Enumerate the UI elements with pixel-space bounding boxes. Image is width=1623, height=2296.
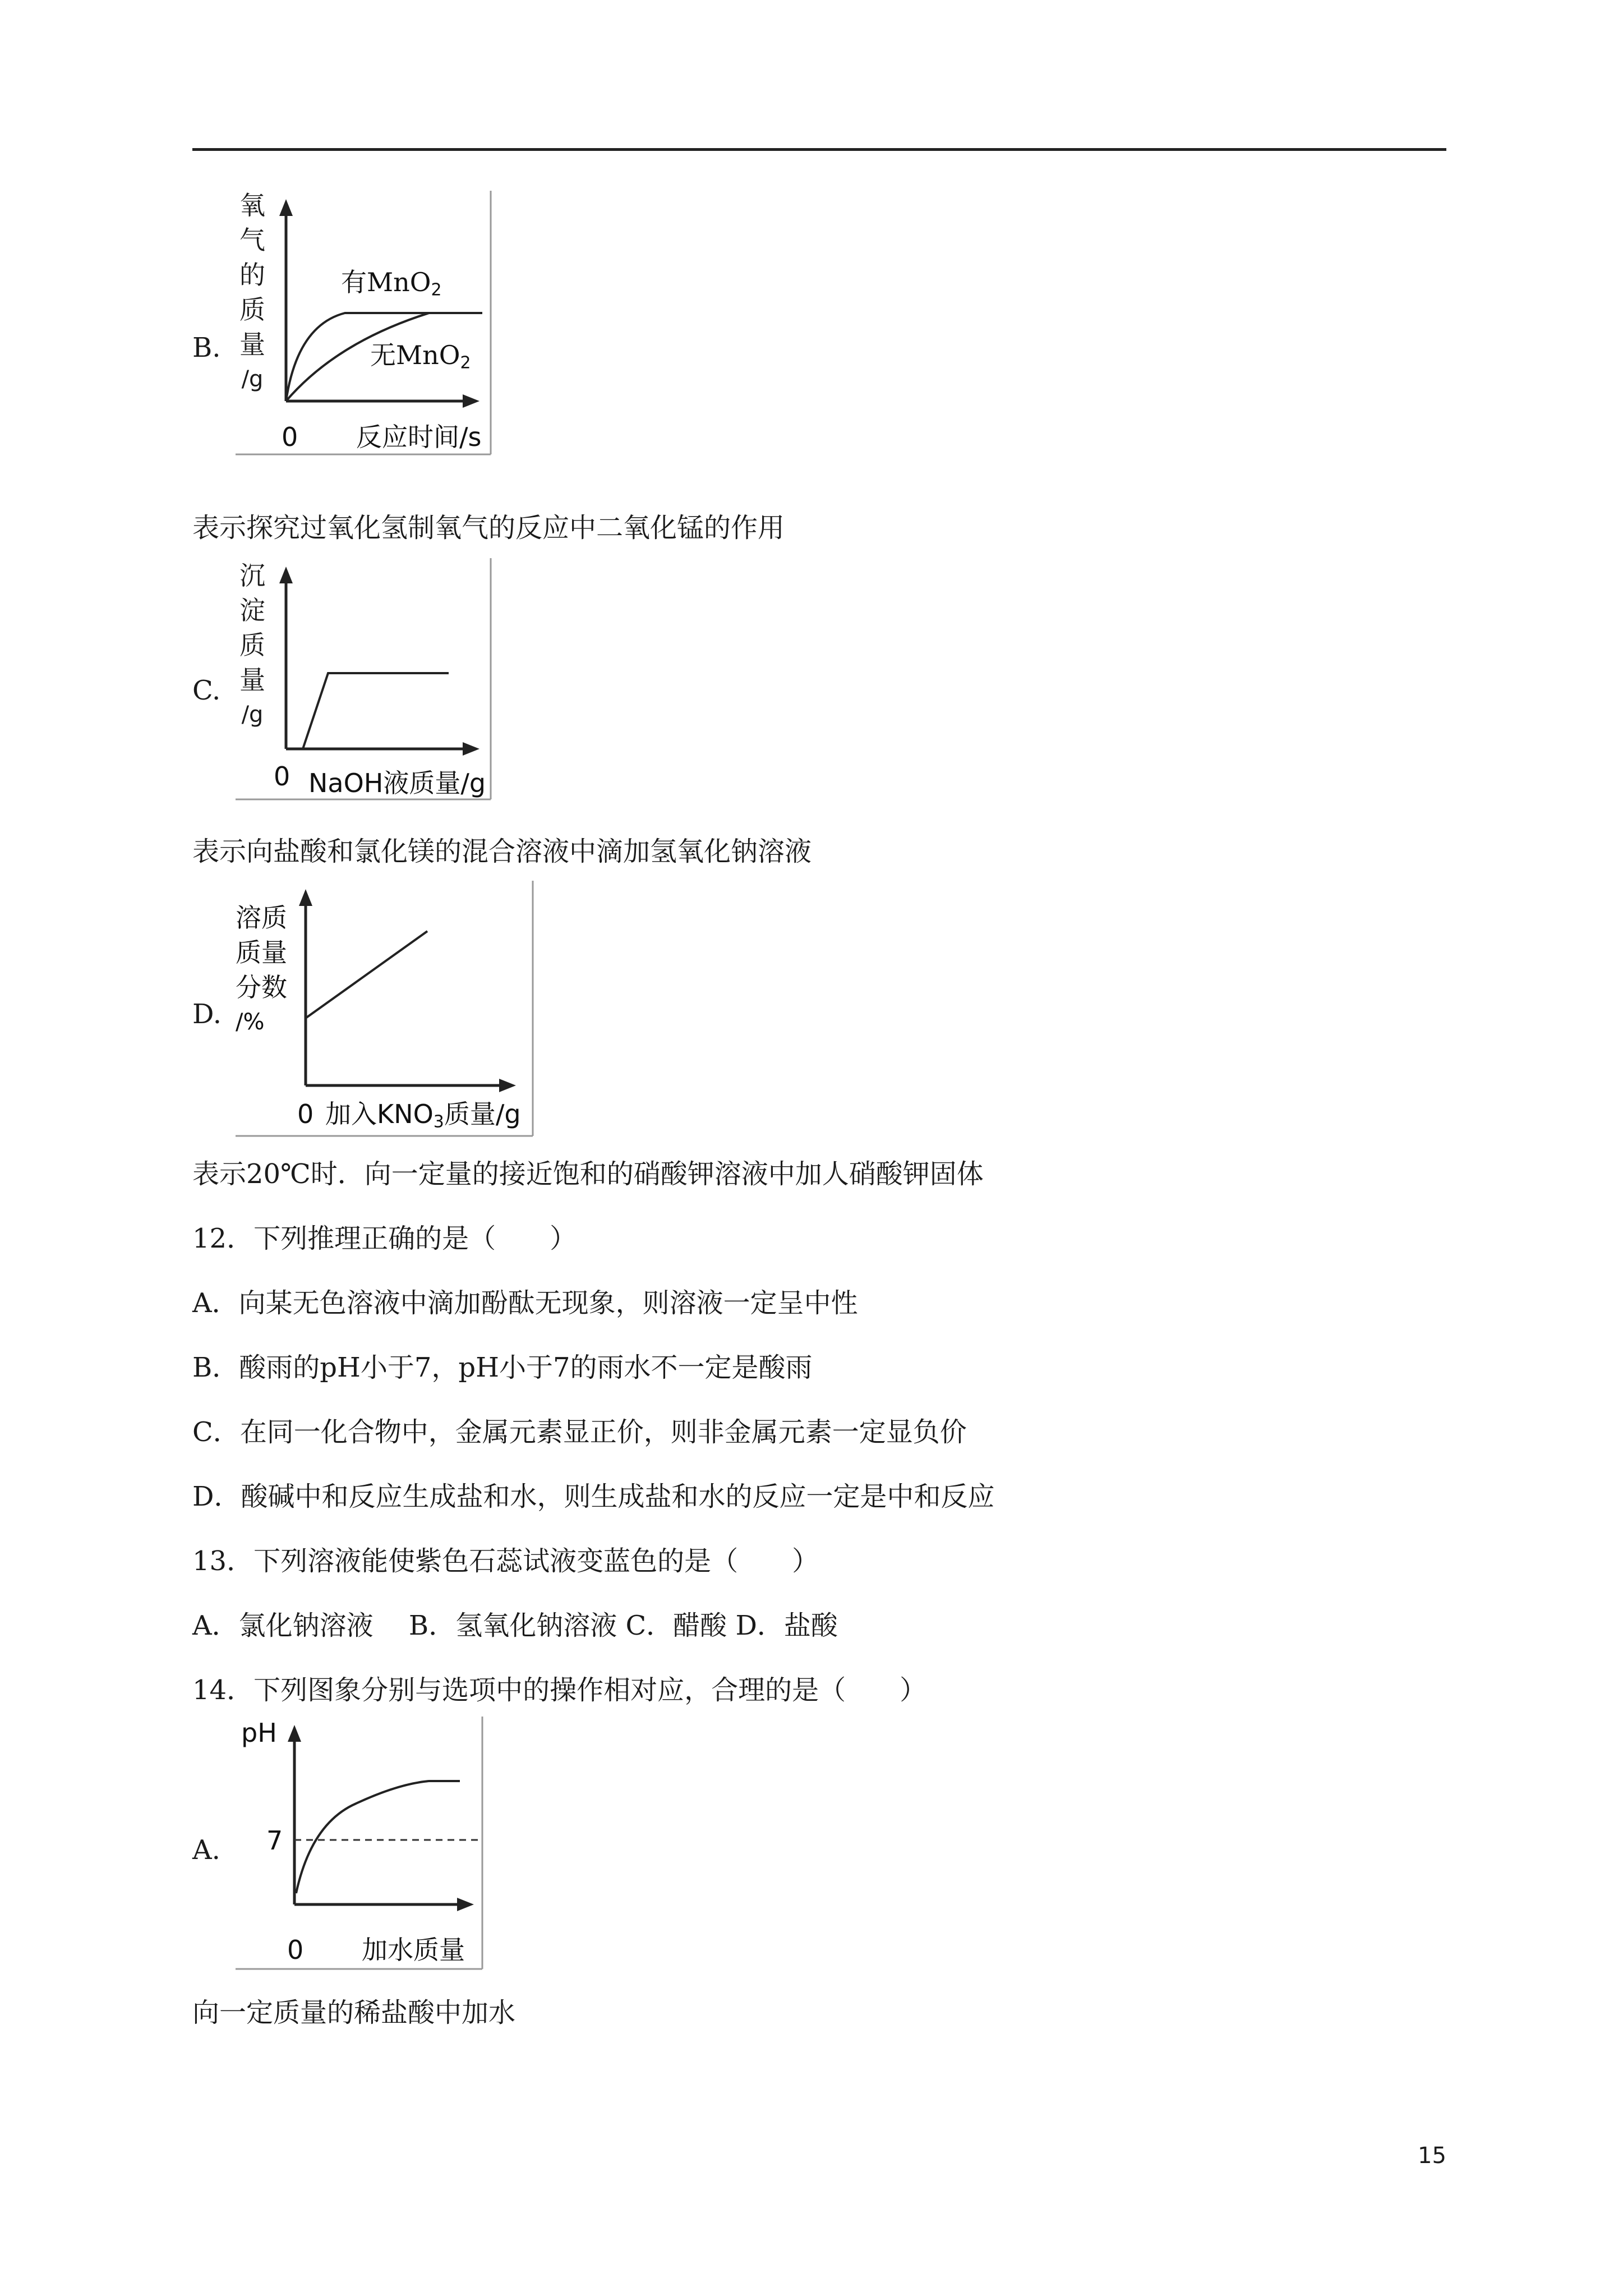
precipitate-curve [303,673,449,749]
q14-a-origin: 0 [287,1935,304,1965]
option-c-chart [236,558,505,805]
q12-option-a: A．向某无色溶液中滴加酚酞无现象，则溶液一定呈中性 [192,1287,858,1319]
q14-option-a-letter: A. [192,1834,220,1866]
option-c-caption: 表示向盐酸和氯化镁的混合溶液中滴加氢氧化钠溶液 [192,836,812,867]
q14-a-xlabel: 加水质量 [362,1935,465,1965]
y-axis-arrow [288,1725,301,1742]
option-c-origin: 0 [274,761,291,792]
option-b-ylabel: 氧 气 的 质 量 /g [239,190,265,392]
header-rule [192,148,1446,151]
option-c-letter: C. [192,675,221,706]
option-b-letter: B. [192,332,221,364]
label-with-mno2: 有MnO$_2$ [341,267,442,300]
x-axis-arrow [463,742,479,756]
option-c-xlabel: NaOH液质量/g [308,768,486,798]
page-number: 15 [1418,2143,1446,2169]
option-d-caption: 表示20℃时．向一定量的接近饱和的硝酸钾溶液中加人硝酸钾固体 [192,1158,984,1190]
option-b-xlabel: 反应时间/s [356,422,482,452]
option-d-origin: 0 [297,1099,314,1129]
x-axis-arrow [457,1898,474,1911]
q12-option-c: C．在同一化合物中，金属元素显正价，则非金属元素一定显负价 [192,1416,967,1448]
y-axis-arrow [279,567,293,583]
y-axis-arrow [279,199,293,216]
option-d-xlabel: 加入$KNO_3$质量/g [325,1099,521,1132]
label-without-mno2: 无MnO$_2$ [370,340,471,373]
q14-a-tick-7: 7 [266,1825,283,1856]
x-axis-arrow [499,1079,516,1092]
ph-curve [296,1781,460,1893]
y-axis-arrow [299,889,312,906]
option-c-ylabel: 沉 淀 质 量 /g [239,560,265,728]
solute-fraction-line [306,931,427,1018]
q14-option-a-caption: 向一定质量的稀盐酸中加水 [192,1997,516,2028]
option-b-chart [236,191,505,460]
option-b-origin: 0 [282,422,298,452]
option-d-chart [236,881,550,1139]
q13-options: A．氯化钠溶液 B．氢氧化钠溶液 C．醋酸 D．盐酸 [192,1610,838,1641]
q13-stem: 13．下列溶液能使紫色石蕊试液变蓝色的是（ ） [192,1545,819,1577]
q14-stem: 14．下列图象分别与选项中的操作相对应，合理的是（ ） [192,1674,927,1706]
option-d-ylabel: 溶质 质量 分数 /% [236,903,287,1035]
q14-a-ylabel: pH [241,1718,277,1748]
x-axis-arrow [463,394,479,408]
q12-option-d: D．酸碱中和反应生成盐和水，则生成盐和水的反应一定是中和反应 [192,1481,995,1512]
q14-option-a-chart [236,1717,499,1975]
option-d-letter: D. [192,999,222,1030]
q12-option-b: B．酸雨的pH小于7，pH小于7的雨水不一定是酸雨 [192,1352,813,1383]
option-b-caption: 表示探究过氧化氢制氧气的反应中二氧化锰的作用 [192,512,785,544]
q12-stem: 12．下列推理正确的是（ ） [192,1223,577,1254]
